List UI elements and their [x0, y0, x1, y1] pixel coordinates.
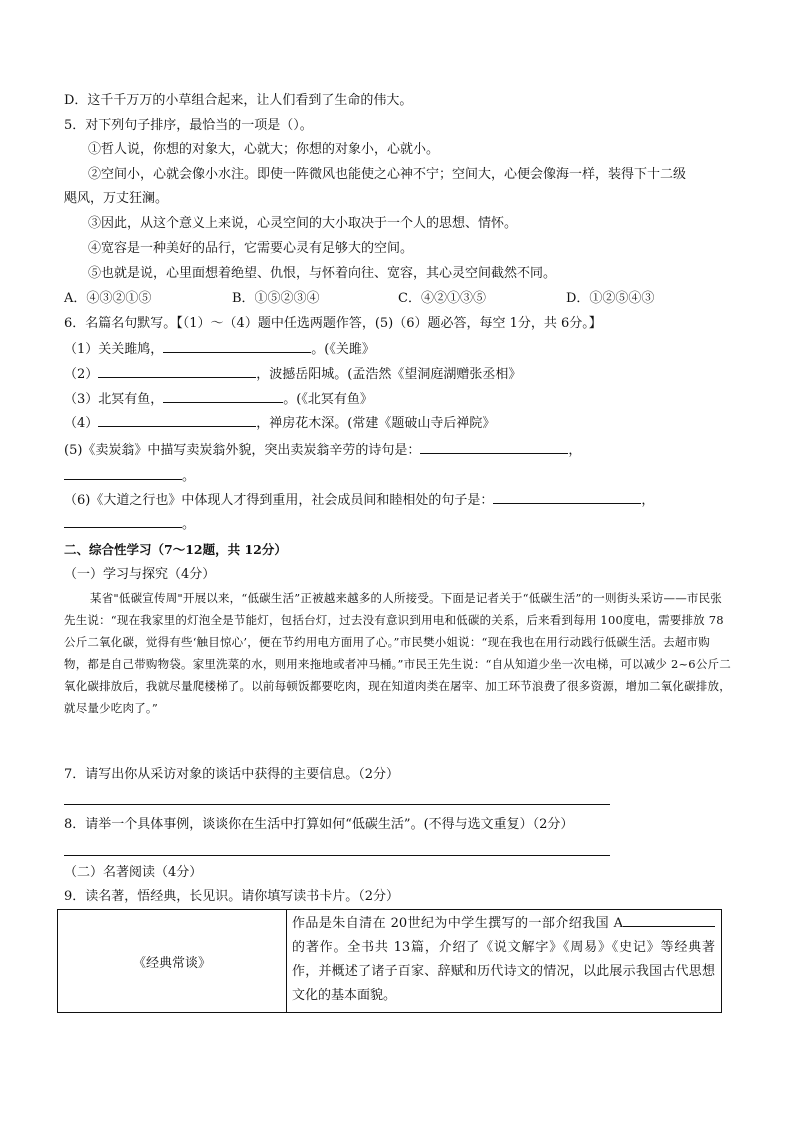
q6-item-2-suffix: ，波撼岳阳城。(孟浩然《望洞庭湖赠张丞相》 [256, 367, 522, 382]
q6-item-4-prefix: （4） [64, 416, 99, 431]
q8-stem: 8．请举一个具体事例，谈谈你在生活中打算如何“低碳生活”。(不得与选文重复）（2分） [64, 817, 574, 832]
interview-material: 某省"低碳宣传周"开展以来，“低碳生活”正被越来越多的人所接受。下面是记者关于“低碳生活”的一则街头采访——市民张先生说：“现在我家里的灯泡全是节能灯，包括台灯，过去没有意识到用电和低碳的关系，后来看到每用 100度电，需要排放 78公斤二氧化碳，觉得有些‘触目惊心’，便在节约用电方面用了心。”市民樊小姐说：“现在我也在用行动践行低碳生活。去超市购物，都是自己带购物袋。家里洗菜的水，则用来拖地或者冲马桶。”市民王先生说：“自从知道少坐一次电梯，可以减少 2~6公斤二氧化碳排放后，我就尽量爬楼梯了。以前每顿饭都要吃肉，现在知道肉类在屠宰、加工环节浪费了很多资源，增加二氧化碳排放，就尽量少吃肉了。” [64, 591, 731, 715]
q5-option-d: D．①②⑤④③ [566, 291, 655, 306]
q7-answer-line[interactable] [64, 804, 610, 805]
q6-item-3-prefix: （3）北冥有鱼， [64, 392, 164, 407]
section-2-part-2-heading: （二）名著阅读（4分） [64, 865, 203, 880]
reading-card-desc-pre: 作品是朱自清在 20世纪为中学生撰写的一部介绍我国 A [292, 916, 623, 931]
q6-item-2 [64, 365, 521, 384]
q6-stem: 6．名篇名句默写。【（1）～（4）题中任选两题作答，(5)（6）题必答，每空 1分，共 6分。】 [64, 316, 602, 331]
q6-item-1-blank[interactable] [163, 340, 311, 353]
q6-item-5-prefix: (5)《卖炭翁》中描写卖炭翁外貌，突出卖炭翁辛劳的诗句是： [64, 443, 421, 458]
q5-sentence-1: ①哲人说，你想的对象大，心就大；你想的对象小，心就小。 [88, 142, 440, 157]
reading-card-blank-a[interactable] [623, 914, 715, 927]
q5-option-b: B．①⑤②③④ [232, 291, 320, 306]
q6-item-3 [64, 390, 373, 409]
q6-item-5 [64, 441, 581, 460]
q6-item-5-blank-2[interactable] [64, 467, 182, 480]
reading-card-table [57, 909, 722, 1013]
q5-option-c: C．④②①③⑤ [398, 291, 486, 306]
q9-stem: 9．读名著，悟经典，长见识。请你填写读书卡片。（2分） [64, 889, 400, 904]
q6-item-6 [64, 491, 654, 510]
q6-item-6-cont [64, 515, 195, 534]
q6-item-3-suffix: 。(《北冥有鱼》 [283, 392, 373, 407]
q6-item-4-blank[interactable] [98, 414, 256, 427]
q6-item-5-comma: ， [568, 443, 582, 458]
q5-sentence-3: ③因此，从这个意义上来说，心灵空间的大小取决于一个人的思想、情怀。 [88, 216, 518, 231]
reading-card-desc-post: 的著作。全书共 13篇，介绍了《说文解字》《周易》《史记》等经典著作，并概述了诸子百家、辞赋和历代诗文的情况，以此展示我国古代思想文化的基本面貌。 [292, 940, 715, 1003]
q6-item-2-blank[interactable] [98, 365, 256, 378]
q6-item-5-blank-1[interactable] [420, 441, 568, 454]
q6-item-1-prefix: （1）关关雎鸠， [64, 342, 164, 357]
q8-answer-line[interactable] [64, 855, 610, 856]
q6-item-5-cont [64, 467, 195, 486]
q6-item-1-suffix: 。(《关雎》 [311, 342, 375, 357]
section-2-title: 二、综合性学习（7～12题，共 12分） [64, 542, 287, 557]
q6-item-6-prefix: （6)《大道之行也》中体现人才得到重用，社会成员间和睦相处的句子是： [64, 493, 494, 508]
reading-card-row [58, 910, 722, 1013]
q6-item-5-end: 。 [182, 469, 196, 484]
reading-card-book-title: 《经典常谈》 [58, 910, 287, 1013]
q6-item-6-end: 。 [182, 517, 196, 532]
q7-stem: 7．请写出你从采访对象的谈话中获得的主要信息。（2分） [64, 767, 400, 782]
q6-item-2-prefix: （2） [64, 367, 99, 382]
q6-item-6-blank-1[interactable] [493, 491, 641, 504]
q6-item-6-blank-2[interactable] [64, 515, 182, 528]
reading-card-description [287, 910, 722, 1013]
q4-option-d: D．这千千万万的小草组合起来，让人们看到了生命的伟大。 [64, 93, 413, 108]
q6-item-4 [64, 414, 495, 433]
q5-sentence-5: ⑤也就是说，心里面想着绝望、仇恨，与怀着向往、宽容，其心灵空间截然不同。 [88, 266, 557, 281]
q5-option-a: A．④③②①⑤ [64, 291, 152, 306]
q5-sentence-2b: 飓风，万丈狂澜。 [64, 191, 169, 206]
q5-sentence-4: ④宽容是一种美好的品行，它需要心灵有足够大的空间。 [88, 241, 414, 256]
q5-stem: 5．对下列句子排序，最恰当的一项是（）。 [64, 118, 313, 133]
q6-item-4-suffix: ，禅房花木深。(常建《题破山寺后禅院》 [256, 416, 496, 431]
section-2-part-1-heading: （一）学习与探究（4分） [64, 567, 216, 582]
q6-item-1 [64, 340, 375, 359]
q6-item-6-comma: ， [641, 493, 655, 508]
q6-item-3-blank[interactable] [163, 390, 283, 403]
q5-sentence-2a: ②空间小，心就会像小水注。即使一阵微风也能使之心神不宁；空间大，心便会像海一样，装得下十二级 [88, 167, 687, 182]
